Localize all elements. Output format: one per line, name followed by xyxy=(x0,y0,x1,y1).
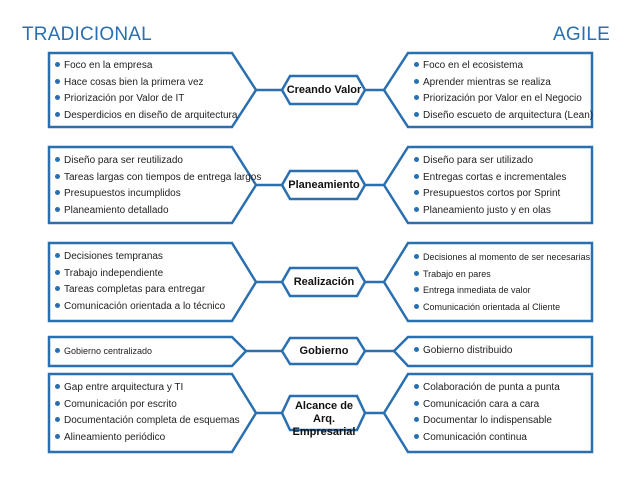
list-item: Tareas completas para entregar xyxy=(55,282,225,299)
list-item: Diseño escueto de arquitectura (Lean) xyxy=(414,108,593,125)
traditional-heading: TRADICIONAL xyxy=(22,24,152,45)
list-item: Diseño para ser reutilizado xyxy=(55,153,261,170)
right-list-creando-valor xyxy=(414,58,593,124)
row-label-creando-valor: Creando Valor xyxy=(286,84,362,96)
right-list-gobierno xyxy=(414,343,513,360)
list-item: Entregas cortas e incrementales xyxy=(414,170,566,187)
list-item: Comunicación continua xyxy=(414,430,560,447)
list-item: Gobierno distribuido xyxy=(414,343,513,360)
list-item: Planeamiento justo y en olas xyxy=(414,203,566,220)
list-item: Comunicación orientada al Cliente xyxy=(414,299,590,316)
list-item: Foco en el ecosistema xyxy=(414,58,593,75)
list-item: Decisiones al momento de ser necesarias xyxy=(414,249,590,266)
list-item: Trabajo independiente xyxy=(55,266,225,283)
row-label-gobierno: Gobierno xyxy=(299,345,349,357)
agile-heading: AGILE xyxy=(553,24,610,45)
list-item: Comunicación cara a cara xyxy=(414,397,560,414)
list-item: Presupuestos cortos por Sprint xyxy=(414,186,566,203)
list-item: Hace cosas bien la primera vez xyxy=(55,75,237,92)
list-item: Diseño para ser utilizado xyxy=(414,153,566,170)
list-item: Presupuestos incumplidos xyxy=(55,186,261,203)
list-item: Comunicación por escrito xyxy=(55,397,240,414)
list-item: Decisiones tempranas xyxy=(55,249,225,266)
list-item: Documentar lo indispensable xyxy=(414,413,560,430)
list-item: Tareas largas con tiempos de entrega largos xyxy=(55,170,261,187)
left-list-realizacion xyxy=(55,249,225,315)
list-item: Desperdicios en diseño de arquitectura xyxy=(55,108,237,125)
row-label-planeamiento: Planeamiento xyxy=(288,179,360,191)
list-item: Alineamiento periódico xyxy=(55,430,240,447)
list-item: Planeamiento detallado xyxy=(55,203,261,220)
list-item: Gobierno centralizado xyxy=(55,343,152,360)
list-item: Gap entre arquitectura y TI xyxy=(55,380,240,397)
list-item: Colaboración de punta a punta xyxy=(414,380,560,397)
left-list-gobierno xyxy=(55,343,152,360)
list-item: Foco en la empresa xyxy=(55,58,237,75)
list-item: Comunicación orientada a lo técnico xyxy=(55,299,225,316)
left-list-planeamiento xyxy=(55,153,261,219)
right-list-alcance xyxy=(414,380,560,446)
list-item: Priorización por Valor de IT xyxy=(55,91,237,108)
list-item: Trabajo en pares xyxy=(414,266,590,283)
row-label-realizacion: Realización xyxy=(293,276,355,288)
row-label-alcance: Alcance de Arq. Empresarial xyxy=(292,400,356,438)
list-item: Documentación completa de esquemas xyxy=(55,413,240,430)
list-item: Priorización por Valor en el Negocio xyxy=(414,91,593,108)
right-list-planeamiento xyxy=(414,153,566,219)
left-list-alcance xyxy=(55,380,240,446)
list-item: Aprender mientras se realiza xyxy=(414,75,593,92)
left-list-creando-valor xyxy=(55,58,237,124)
list-item: Entrega inmediata de valor xyxy=(414,282,590,299)
right-list-realizacion xyxy=(414,249,590,315)
